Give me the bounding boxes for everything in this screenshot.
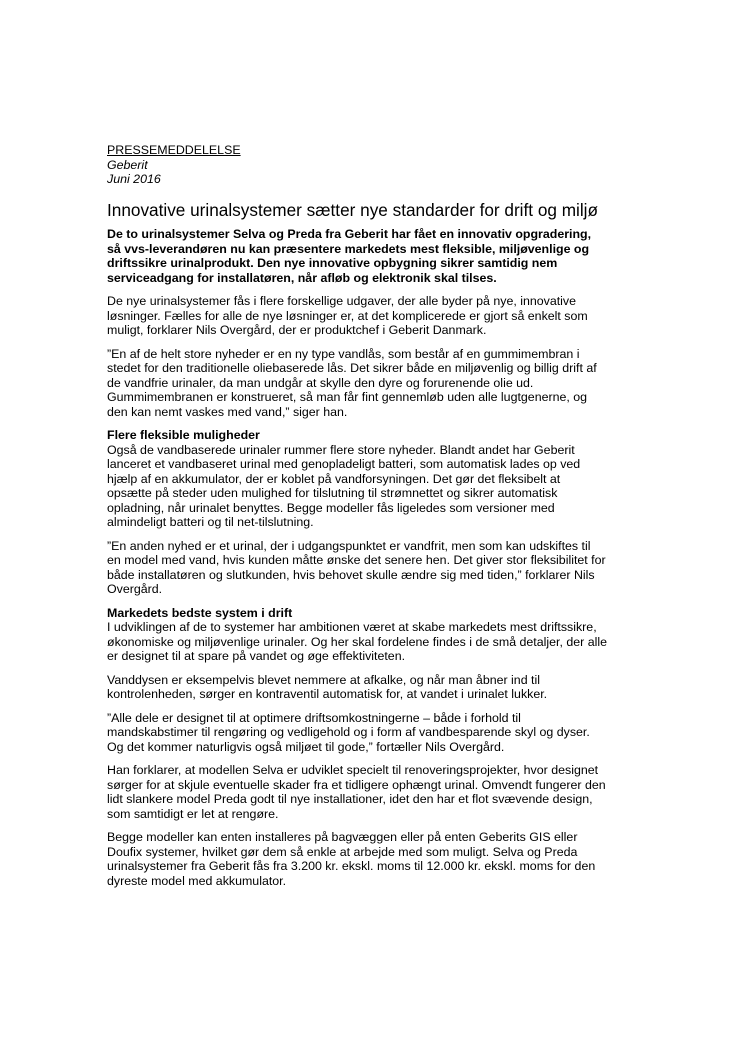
section-heading-best-system: Markedets bedste system i drift (107, 605, 293, 620)
quote-paragraph: ”En af de helt store nyheder er en ny type vandlås, som består af en gummimembran i stedet for den traditionelle oliebaserede lås. Det sikrer både en miljøvenlig og billig drift af de vandfrie urinaler, da man undgår at skylle den dyre og forurenende olie ud. Gummimembranen er konstrueret, så man får fint gennemløb uden alle lugtgenerne, og den kan nemt vaskes med vand,” siger han. (107, 346, 597, 419)
company-name: Geberit (107, 157, 148, 172)
release-date: Juni 2016 (107, 172, 161, 186)
body-paragraph: Vanddysen er eksempelvis blevet nemmere at afkalke, og når man åbner ind til kontrolenheden, sørger en kontraventil automatisk for, at vandet i urinalet lukker. (107, 672, 548, 701)
body-paragraph: I udviklingen af de to systemer har ambitionen været at skabe markedets mest driftssikre, økonomiske og miljøvenlige urinaler. Og her skal fordelene findes i de små detaljer, der alle er designet til at spare på vandet og øge effektiviteten. (107, 620, 608, 663)
article-title: Innovative urinalsystemer sætter nye standarder for drift og miljø (107, 199, 598, 220)
body-paragraph: Han forklarer, at modellen Selva er udviklet specielt til renoveringsprojekter, hvor designet sørger for at skjule eventuelle skader fra et tidligere ophængt urinal. Omvendt fungerer den lidt slankere model Preda godt til nye installationer, idet den har et flot svævende design, som samtidigt er let at rengøre. (107, 763, 606, 821)
body-paragraph: Begge modeller kan enten installeres på bagvæggen eller på enten Geberits GIS eller Doufix systemer, hvilket gør dem så enkle at arbejde med som muligt. Selva og Preda urinalsystemer fra Geberit fås fra 3.200 kr. ekskl. moms til 12.000 kr. ekskl. moms for den dyreste model med akkumulator. (107, 830, 596, 888)
lead-paragraph: De to urinalsystemer Selva og Preda fra Geberit har fået en innovativ opgradering, så vvs-leverandøren nu kan præsentere markedets mest fleksible, miljøvenlige og driftssikre urinalprodukt. Den nye innovative opbygning sikrer samtidig nem serviceadgang for installatøren, når afløb og elektronik skal tilses. (107, 227, 592, 285)
section-heading-flexible: Flere fleksible muligheder (107, 428, 260, 442)
press-release-label: PRESSEMEDDELELSE (107, 143, 241, 157)
body-paragraph: De nye urinalsystemer fås i flere forskellige udgaver, der alle byder på nye, innovative løsninger. Fælles for alle de nye løsninger er, at det komplicerede er gjort så enkelt som muligt, forklarer Nils Overgård, der er produktchef i Geberit Danmark. (107, 294, 588, 337)
body-paragraph: Også de vandbaserede urinaler rummer flere store nyheder. Blandt andet har Geberit lanceret et vandbaseret urinal med genopladeligt batteri, som automatisk lades op ved hjælp af en akkumulator, der er koblet på vandforsyningen. Det gør det fleksibelt at opsætte på steder uden mulighed for tilslutning til strømnettet og sikrer automatisk opladning, når urinalet benyttes. Begge modeller fås ligeledes som versioner med almindeligt batteri og til net-tilslutning. (107, 442, 581, 529)
press-release-page (107, 143, 607, 897)
quote-paragraph: ”En anden nyhed er et urinal, der i udgangspunktet er vandfrit, men som kan udskiftes til en model med vand, hvis kunden måtte ønske det senere hen. Det giver stor fleksibilitet for både installatøren og slutkunden, hvis behovet skulle ændre sig med tiden,” forklarer Nils Overgård. (107, 538, 606, 596)
quote-paragraph: ”Alle dele er designet til at optimere driftsomkostningerne – både i forhold til mandskabstimer til rengøring og vedligehold og i form af vandbesparende skyl og dyser. Og det kommer naturligvis også miljøet til gode,” fortæller Nils Overgård. (107, 710, 590, 754)
